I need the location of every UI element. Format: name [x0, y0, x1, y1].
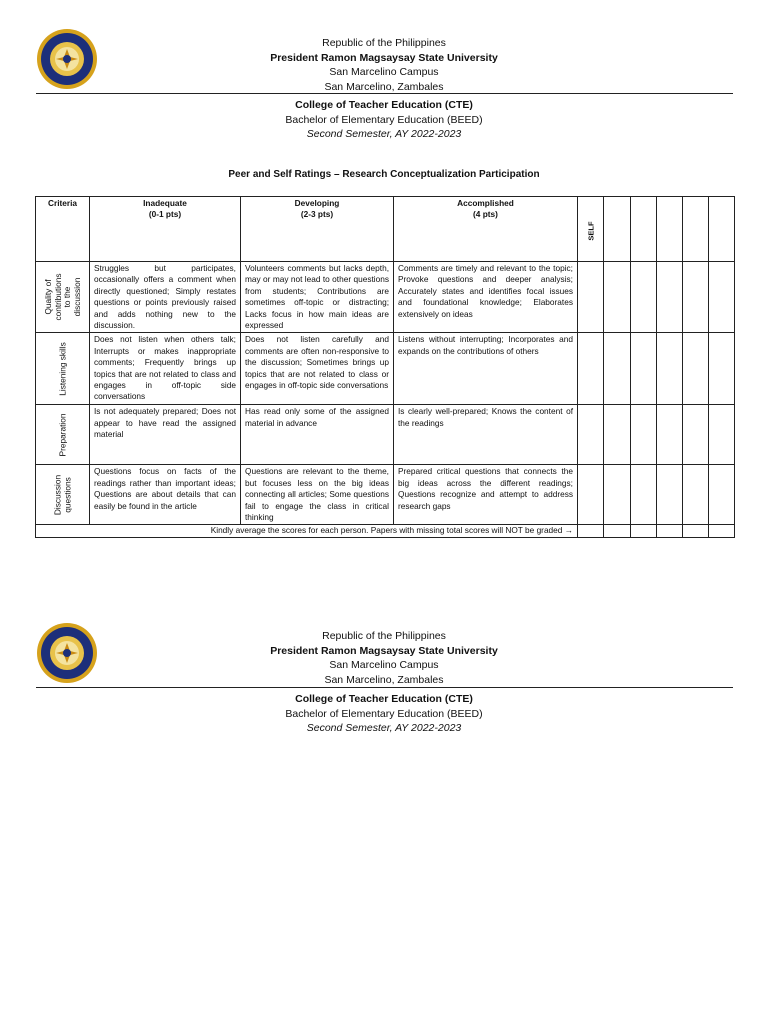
inadequate-label: Inadequate	[143, 198, 187, 208]
college-name: College of Teacher Education (CTE)	[295, 693, 473, 705]
peer-score-cell[interactable]	[631, 405, 657, 465]
accomplished-description: Is clearly well-prepared; Knows the content of the readings	[394, 405, 578, 465]
table-row	[36, 262, 735, 333]
college-header	[0, 98, 768, 142]
program-name: Bachelor of Elementary Education (BEED)	[285, 707, 483, 720]
semester-label: Second Semester, AY 2022-2023	[306, 722, 462, 734]
inadequate-description: Struggles but participates, occasionally offers a comment when directly questioned; Simply restates questions or points previously raised and adds nothing new to the discussion.	[90, 262, 241, 333]
self-score-cell[interactable]	[578, 262, 604, 333]
header-address: San Marcelino, Zambales	[324, 673, 444, 686]
peer-total-cell[interactable]	[657, 525, 683, 537]
header-campus: San Marcelino Campus	[329, 659, 439, 671]
peer-score-cell[interactable]	[657, 333, 683, 405]
criteria-line: questions	[61, 477, 72, 513]
criteria-line: contributions	[52, 273, 62, 321]
peer-header-cell	[631, 197, 657, 262]
peer-total-cell[interactable]	[604, 525, 631, 537]
criteria-discussion-label	[53, 475, 72, 515]
developing-label: Developing	[294, 198, 340, 208]
peer-score-cell[interactable]	[709, 465, 735, 525]
header-divider	[36, 687, 733, 688]
header-divider	[36, 93, 733, 94]
peer-score-cell[interactable]	[709, 333, 735, 405]
accomplished-description: Prepared critical questions that connects the big ideas across the different readings; Questions recognize and attempt to address research gaps	[394, 465, 578, 525]
self-score-cell[interactable]	[578, 405, 604, 465]
developing-points: (2-3 pts)	[300, 209, 334, 220]
self-header	[578, 197, 604, 262]
program-name: Bachelor of Elementary Education (BEED)	[285, 113, 483, 126]
header-republic: Republic of the Philippines	[322, 630, 446, 642]
university-header	[0, 629, 768, 687]
accomplished-points: (4 pts)	[473, 209, 498, 220]
peer-score-cell[interactable]	[631, 465, 657, 525]
peer-score-cell[interactable]	[657, 405, 683, 465]
inadequate-points: (0-1 pts)	[148, 209, 182, 220]
accomplished-header	[394, 197, 578, 262]
peer-score-cell[interactable]	[657, 465, 683, 525]
table-header-row	[36, 197, 735, 262]
peer-total-cell[interactable]	[683, 525, 709, 537]
self-score-cell[interactable]	[578, 465, 604, 525]
peer-score-cell[interactable]	[604, 262, 631, 333]
header-address: San Marcelino, Zambales	[324, 80, 444, 93]
peer-score-cell[interactable]	[631, 333, 657, 405]
university-header	[0, 36, 768, 94]
peer-header-cell	[657, 197, 683, 262]
accomplished-label: Accomplished	[457, 198, 514, 208]
peer-score-cell[interactable]	[709, 262, 735, 333]
table-row	[36, 405, 735, 465]
average-note: Kindly average the scores for each person. Papers with missing total scores will NOT be graded →	[36, 525, 578, 537]
accomplished-description: Comments are timely and relevant to the topic; Provoke questions and deeper analysis; Accurately states and identifies focal issues and foundational knowledge; Elaborates extensively on ideas	[394, 262, 578, 333]
header-republic: Republic of the Philippines	[322, 37, 446, 49]
header-university: President Ramon Magsaysay State University	[270, 51, 498, 64]
developing-description: Does not listen carefully and comments are often non-responsive to the discussion; Sometimes brings up topics that are not related to class or engages in off-topic side conversations	[241, 333, 394, 405]
developing-description: Questions are relevant to the theme, but focuses less on the big ideas connecting all articles; Some questions fail to engage the class in critical thinking	[241, 465, 394, 525]
peer-score-cell[interactable]	[683, 262, 709, 333]
inadequate-header	[90, 197, 241, 262]
peer-score-cell[interactable]	[657, 262, 683, 333]
header-campus: San Marcelino Campus	[329, 66, 439, 78]
criteria-header: Criteria	[36, 197, 90, 262]
peer-header-cell	[709, 197, 735, 262]
peer-score-cell[interactable]	[683, 465, 709, 525]
criteria-line: discussion	[71, 277, 81, 317]
criteria-preparation-label	[58, 413, 68, 456]
criteria-listening-label	[58, 342, 68, 396]
header-university: President Ramon Magsaysay State University	[270, 644, 498, 657]
developing-description: Volunteers comments but lacks depth, may or may not lead to other questions from students; Contributions are sometimes off-topic or distracting; Lacks focus in how main ideas are expressed	[241, 262, 394, 333]
table-row	[36, 333, 735, 405]
criteria-cell	[36, 405, 90, 465]
developing-header	[241, 197, 394, 262]
peer-score-cell[interactable]	[604, 333, 631, 405]
rubric-table	[35, 196, 735, 538]
college-header	[0, 692, 768, 736]
rubric-title: Peer and Self Ratings – Research Conceptualization Participation	[228, 169, 540, 180]
developing-description: Has read only some of the assigned material in advance	[241, 405, 394, 465]
criteria-line: Preparation	[56, 413, 67, 457]
criteria-line: Listening skills	[56, 342, 67, 396]
self-label: SELF	[585, 221, 595, 241]
peer-total-cell[interactable]	[709, 525, 735, 537]
accomplished-description: Listens without interrupting; Incorporates and expands on the contributions of others	[394, 333, 578, 405]
peer-score-cell[interactable]	[683, 333, 709, 405]
peer-header-cell	[604, 197, 631, 262]
table-row	[36, 465, 735, 525]
peer-score-cell[interactable]	[604, 405, 631, 465]
criteria-line: Discussion	[52, 474, 62, 516]
self-score-cell[interactable]	[578, 333, 604, 405]
semester-label: Second Semester, AY 2022-2023	[306, 128, 462, 140]
criteria-cell	[36, 333, 90, 405]
peer-header-cell	[683, 197, 709, 262]
criteria-line: to the	[61, 286, 72, 308]
inadequate-description: Questions focus on facts of the readings rather than important ideas; Questions are about details that can easily be found in the article	[90, 465, 241, 525]
note-row	[36, 525, 735, 537]
criteria-line: Quality of	[42, 279, 53, 315]
peer-total-cell[interactable]	[631, 525, 657, 537]
peer-score-cell[interactable]	[604, 465, 631, 525]
college-name: College of Teacher Education (CTE)	[295, 99, 473, 111]
inadequate-description: Does not listen when others talk; Interrupts or makes inappropriate comments; Frequently brings up topics that are not related to class and engages in off-topic side conversations	[90, 333, 241, 405]
criteria-quality-label	[44, 274, 82, 321]
peer-score-cell[interactable]	[683, 405, 709, 465]
peer-score-cell[interactable]	[709, 405, 735, 465]
self-total-cell[interactable]	[578, 525, 604, 537]
peer-score-cell[interactable]	[631, 262, 657, 333]
criteria-cell	[36, 262, 90, 333]
inadequate-description: Is not adequately prepared; Does not appear to have read the assigned material	[90, 405, 241, 465]
criteria-cell	[36, 465, 90, 525]
